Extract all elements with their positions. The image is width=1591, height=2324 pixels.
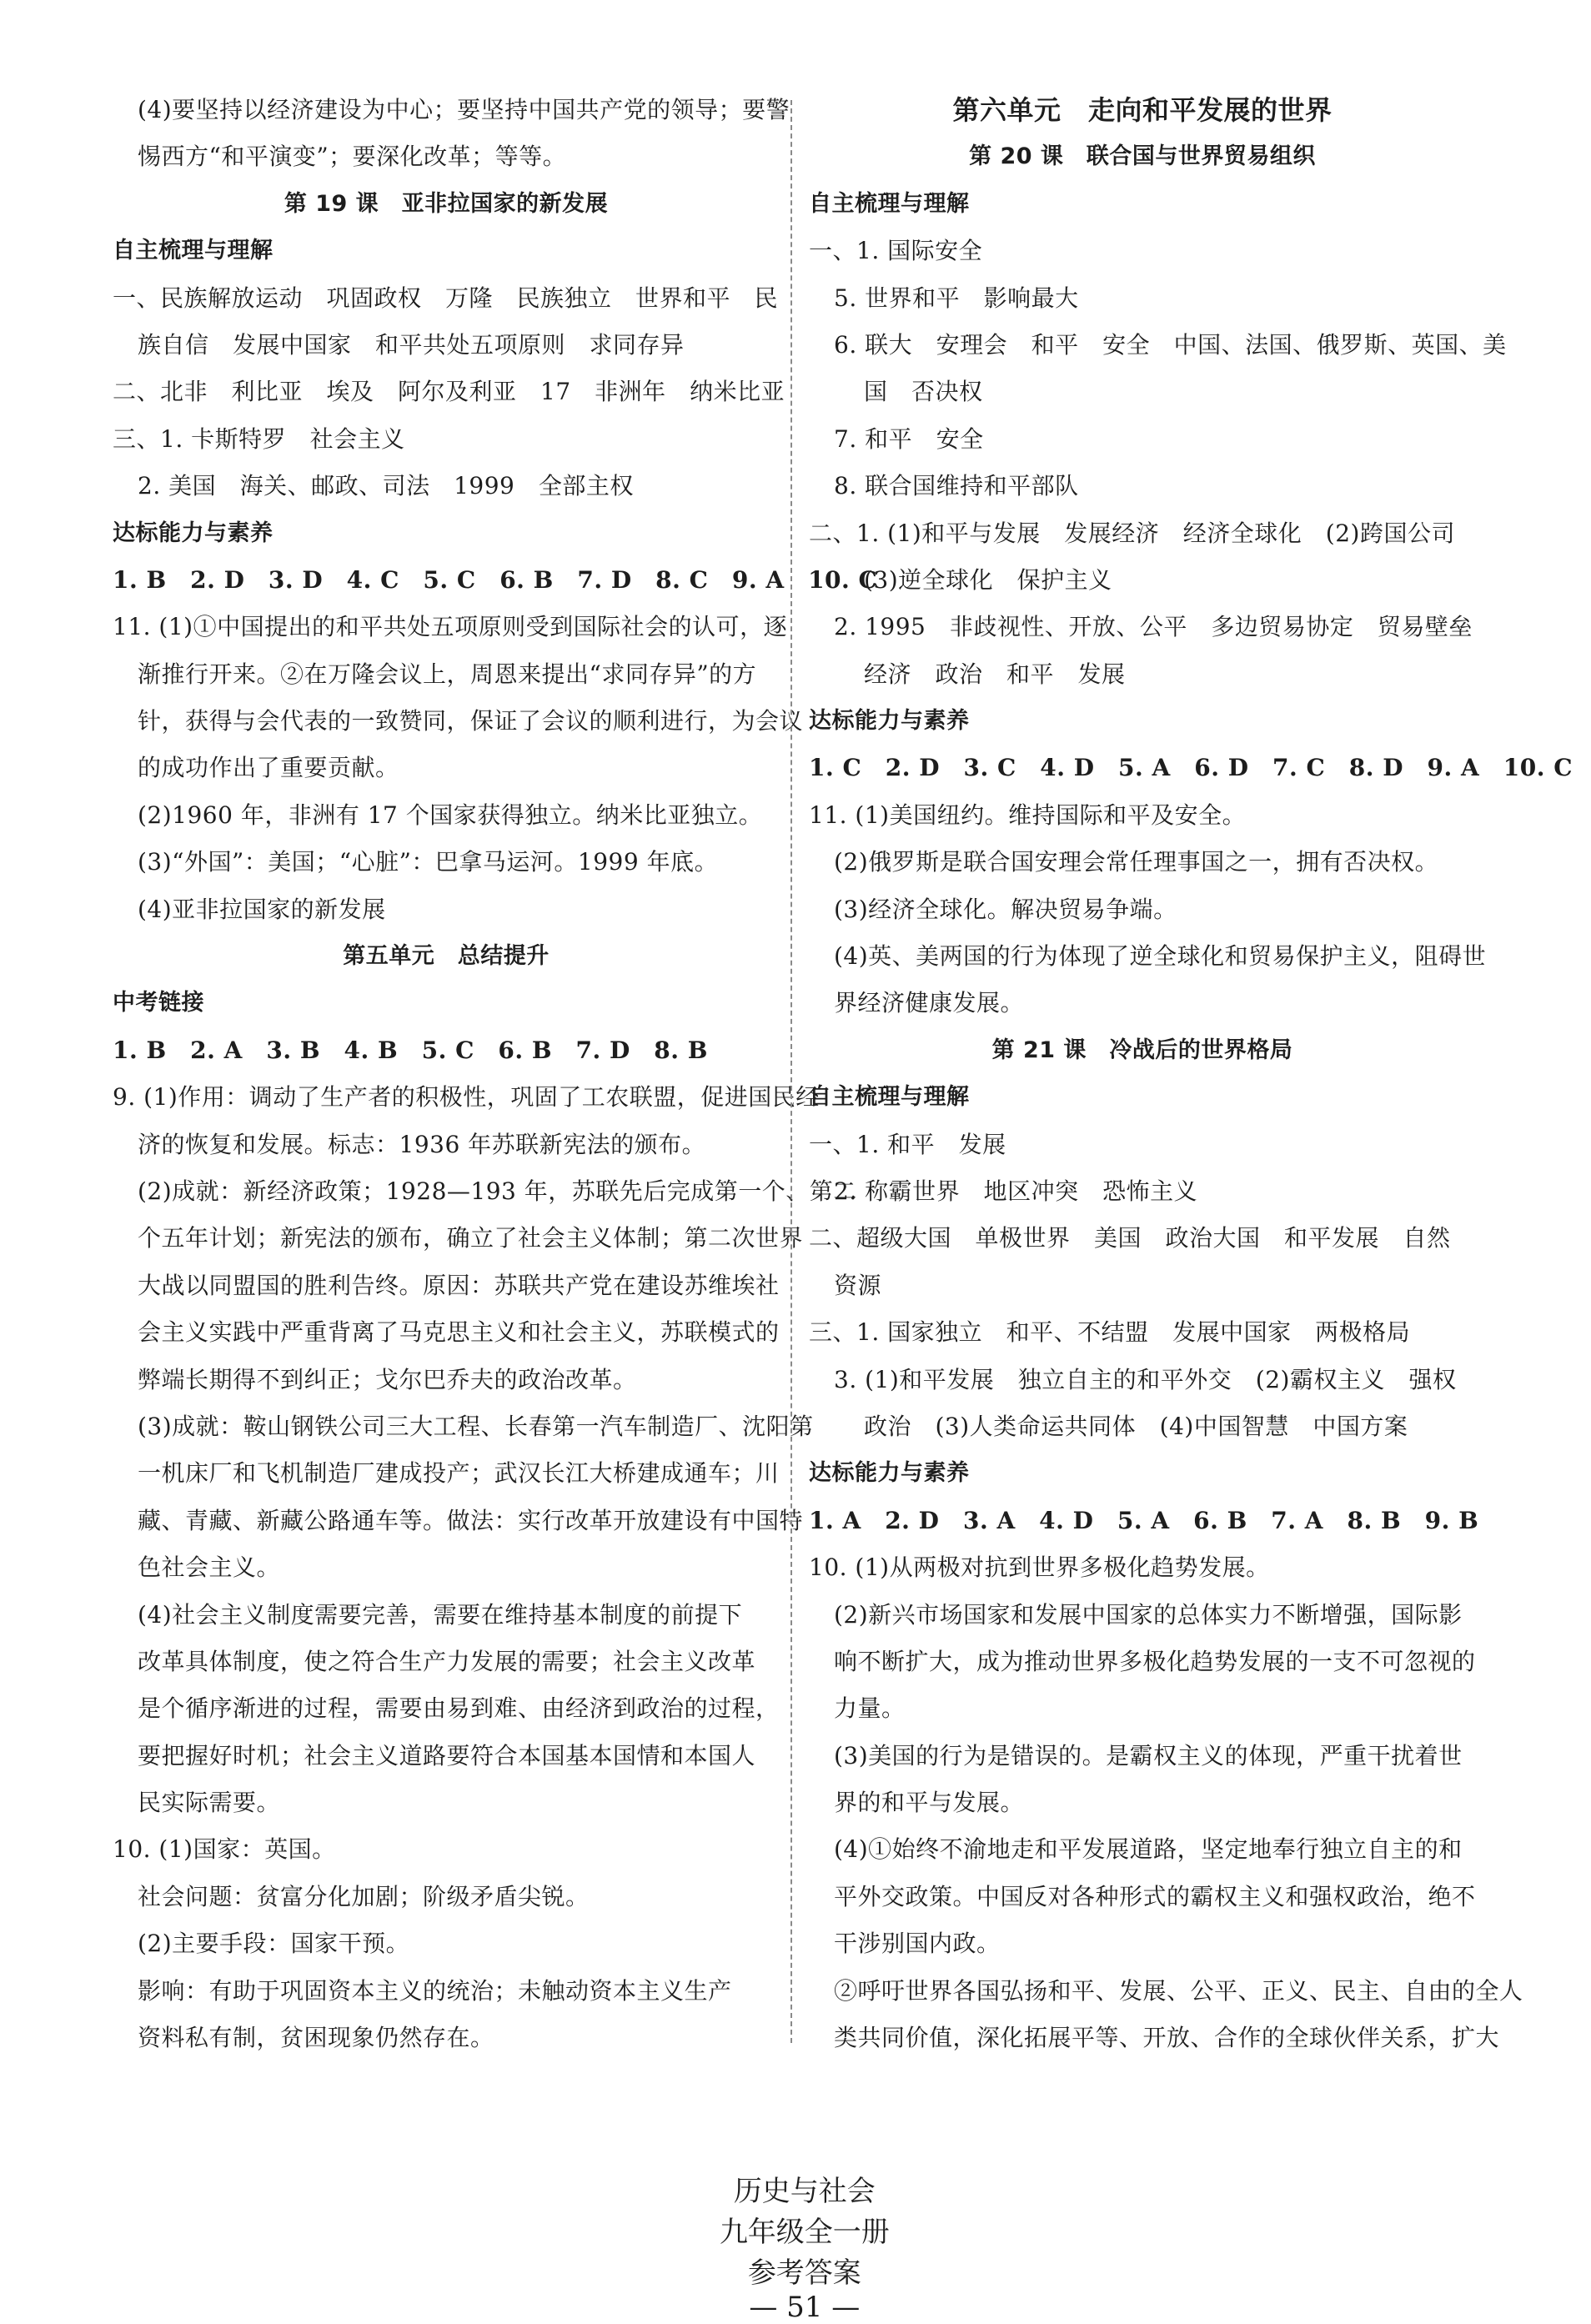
text-line: 国 否决权 — [864, 378, 983, 406]
text-line: 力量。 — [834, 1694, 906, 1723]
text-line: 2. 称霸世界 地区冲突 恐怖主义 — [834, 1177, 1198, 1205]
section-heading: 达标能力与素养 — [113, 520, 274, 546]
text-line: 界的和平与发展。 — [834, 1789, 1025, 1817]
text-line: 三、1. 国家独立 和平、不结盟 发展中国家 两极格局 — [809, 1318, 1411, 1347]
text-line: 社会问题：贫富分化加剧；阶级矛盾尖锐。 — [138, 1882, 590, 1910]
text-line: 平外交政策。中国反对各种形式的霸权主义和强权政治，绝不 — [834, 1882, 1476, 1910]
text-line: 政治 (3)人类命运共同体 (4)中国智慧 中国方案 — [864, 1412, 1408, 1440]
answer-key-line: 1. B 2. A 3. B 4. B 5. C 6. B 7. D 8. B — [113, 1036, 708, 1064]
text-line: 是个循序渐进的过程，需要由易到难、由经济到政治的过程， — [138, 1694, 780, 1723]
column-divider — [790, 100, 792, 2043]
text-line: 一机床厂和飞机制造厂建成投产；武汉长江大桥建成通车；川 — [138, 1459, 780, 1488]
text-line: 济的恢复和发展。标志：1936 年苏联新宪法的颁布。 — [138, 1130, 706, 1158]
text-line: 3. (1)和平发展 独立自主的和平外交 (2)霸权主义 强权 — [834, 1365, 1457, 1393]
right-column — [809, 87, 1573, 2061]
lesson-title: 第 20 课 联合国与世界贸易组织 — [969, 143, 1316, 170]
footer-page-number: — 51 — — [749, 2291, 861, 2324]
text-line: 11. (1)①中国提出的和平共处五项原则受到国际社会的认可，逐 — [113, 613, 788, 641]
lesson-title: 第 19 课 亚非拉国家的新发展 — [284, 190, 609, 217]
text-line: 色社会主义。 — [138, 1554, 281, 1582]
text-line: 的成功作出了重要贡献。 — [138, 754, 399, 782]
answer-key-line: 1. C 2. D 3. C 4. D 5. A 6. D 7. C 8. D 9. A 10. C — [809, 754, 1573, 782]
text-line: 民实际需要。 — [138, 1789, 281, 1817]
text-line: 一、民族解放运动 巩固政权 万隆 民族独立 世界和平 民 — [113, 284, 779, 312]
text-line: (4)①始终不渝地走和平发展道路，坚定地奉行独立自主的和 — [834, 1835, 1463, 1864]
text-line: (3)“外国”：美国；“心脏”：巴拿马运河。1999 年底。 — [138, 848, 719, 876]
text-line: 2. 美国 海关、邮政、司法 1999 全部主权 — [138, 472, 634, 500]
text-line: 界经济健康发展。 — [834, 989, 1025, 1017]
section-heading: 中考链接 — [113, 990, 204, 1016]
text-line: 资源 — [834, 1271, 882, 1299]
text-line: 渐推行开来。②在万隆会议上，周恩来提出“求同存异”的方 — [138, 660, 757, 688]
text-line: (2)成就：新经济政策；1928—193 年，苏联先后完成第一个、第二 — [138, 1177, 857, 1205]
text-line: 5. 世界和平 影响最大 — [834, 284, 1079, 312]
text-line: ②呼吁世界各国弘扬和平、发展、公平、正义、民主、自由的全人 — [834, 1976, 1523, 2005]
text-line: 类共同价值，深化拓展平等、开放、合作的全球伙伴关系，扩大 — [834, 2024, 1500, 2052]
text-line: 个五年计划；新宪法的颁布，确立了社会主义体制；第二次世界 — [138, 1224, 804, 1252]
answer-key-line: 1. B 2. D 3. D 4. C 5. C 6. B 7. D 8. C 9. A 10. C — [113, 565, 878, 594]
unit-title: 第六单元 走向和平发展的世界 — [952, 94, 1333, 126]
text-line: 10. (1)国家：英国。 — [113, 1835, 336, 1864]
text-line: 响不断扩大，成为推动世界多极化趋势发展的一支不可忽视的 — [834, 1647, 1476, 1675]
text-line: (3)成就：鞍山钢铁公司三大工程、长春第一汽车制造厂、沈阳第 — [138, 1412, 814, 1440]
lesson-title: 第五单元 总结提升 — [343, 943, 550, 970]
text-line: 一、1. 和平 发展 — [809, 1130, 1006, 1158]
text-line: (4)要坚持以经济建设为中心；要坚持中国共产党的领导；要警 — [138, 96, 790, 123]
text-line: 会主义实践中严重背离了马克思主义和社会主义，苏联模式的 — [138, 1318, 780, 1347]
text-line: 9. (1)作用：调动了生产者的积极性，巩固了工农联盟，促进国民经 — [113, 1083, 820, 1112]
text-line: (2)俄罗斯是联合国安理会常任理事国之一，拥有否决权。 — [834, 848, 1439, 876]
section-heading: 自主梳理与理解 — [809, 1084, 970, 1111]
footer-section: 参考答案 — [747, 2256, 861, 2290]
text-line: 针，获得与会代表的一致赞同，保证了会议的顺利进行，为会议 — [138, 707, 804, 735]
text-line: 改革具体制度，使之符合生产力发展的需要；社会主义改革 — [138, 1647, 756, 1675]
lesson-title: 第 21 课 冷战后的世界格局 — [991, 1037, 1293, 1063]
text-line: 惕西方“和平演变”；要深化改革；等等。 — [138, 143, 567, 171]
text-line: 二、超级大国 单极世界 美国 政治大国 和平发展 自然 — [809, 1224, 1451, 1252]
footer-subject: 历史与社会 — [733, 2175, 876, 2208]
answer-key-line: 1. A 2. D 3. A 4. D 5. A 6. B 7. A 8. B 9. B — [809, 1506, 1479, 1534]
text-line: 二、北非 利比亚 埃及 阿尔及利亚 17 非洲年 纳米比亚 — [113, 378, 785, 406]
footer-grade: 九年级全一册 — [719, 2216, 890, 2249]
text-line: 2. 1995 非歧视性、开放、公平 多边贸易协定 贸易壁垒 — [834, 613, 1473, 641]
text-line: 7. 和平 安全 — [834, 424, 984, 453]
text-line: 弊端长期得不到纠正；戈尔巴乔夫的政治改革。 — [138, 1365, 637, 1393]
text-line: 8. 联合国维持和平部队 — [834, 472, 1079, 500]
text-line: (3)逆全球化 保护主义 — [864, 565, 1112, 594]
text-line: 族自信 发展中国家 和平共处五项原则 求同存异 — [138, 330, 685, 359]
section-heading: 达标能力与素养 — [809, 1460, 970, 1487]
text-line: 要把握好时机；社会主义道路要符合本国基本国情和本国人 — [138, 1741, 756, 1769]
text-line: 一、1. 国际安全 — [809, 237, 983, 265]
text-line: (4)社会主义制度需要完善，需要在维持基本制度的前提下 — [138, 1600, 743, 1629]
text-line: (4)英、美两国的行为体现了逆全球化和贸易保护主义，阻碍世 — [834, 942, 1487, 971]
text-line: 影响：有助于巩固资本主义的统治；未触动资本主义生产 — [138, 1976, 732, 2005]
text-line: 三、1. 卡斯特罗 社会主义 — [113, 424, 405, 453]
text-line: 11. (1)美国纽约。维持国际和平及安全。 — [809, 801, 1247, 829]
page-footer — [0, 2135, 1591, 2324]
text-line: (3)美国的行为是错误的。是霸权主义的体现，严重干扰着世 — [834, 1741, 1463, 1769]
section-heading: 自主梳理与理解 — [113, 238, 274, 264]
section-heading: 达标能力与素养 — [809, 708, 970, 735]
text-line: (4)亚非拉国家的新发展 — [138, 895, 386, 923]
text-line: (3)经济全球化。解决贸易争端。 — [834, 895, 1177, 923]
text-line: 10. (1)从两极对抗到世界多极化趋势发展。 — [809, 1554, 1270, 1582]
text-line: 大战以同盟国的胜利告终。原因：苏联共产党在建设苏维埃社 — [138, 1271, 780, 1299]
text-line: 6. 联大 安理会 和平 安全 中国、法国、俄罗斯、英国、美 — [834, 330, 1507, 359]
text-line: (2)1960 年，非洲有 17 个国家获得独立。纳米比亚独立。 — [138, 801, 763, 829]
text-line: 经济 政治 和平 发展 — [864, 660, 1126, 688]
section-heading: 自主梳理与理解 — [809, 190, 970, 217]
text-line: (2)主要手段：国家干预。 — [138, 1930, 410, 1958]
text-line: (2)新兴市场国家和发展中国家的总体实力不断增强，国际影 — [834, 1600, 1463, 1629]
text-line: 藏、青藏、新藏公路通车等。做法：实行改革开放建设有中国特 — [138, 1506, 804, 1534]
text-line: 干涉别国内政。 — [834, 1930, 1001, 1958]
text-line: 资料私有制，贫困现象仍然存在。 — [138, 2024, 494, 2052]
text-line: 二、1. (1)和平与发展 发展经济 经济全球化 (2)跨国公司 — [809, 519, 1455, 547]
